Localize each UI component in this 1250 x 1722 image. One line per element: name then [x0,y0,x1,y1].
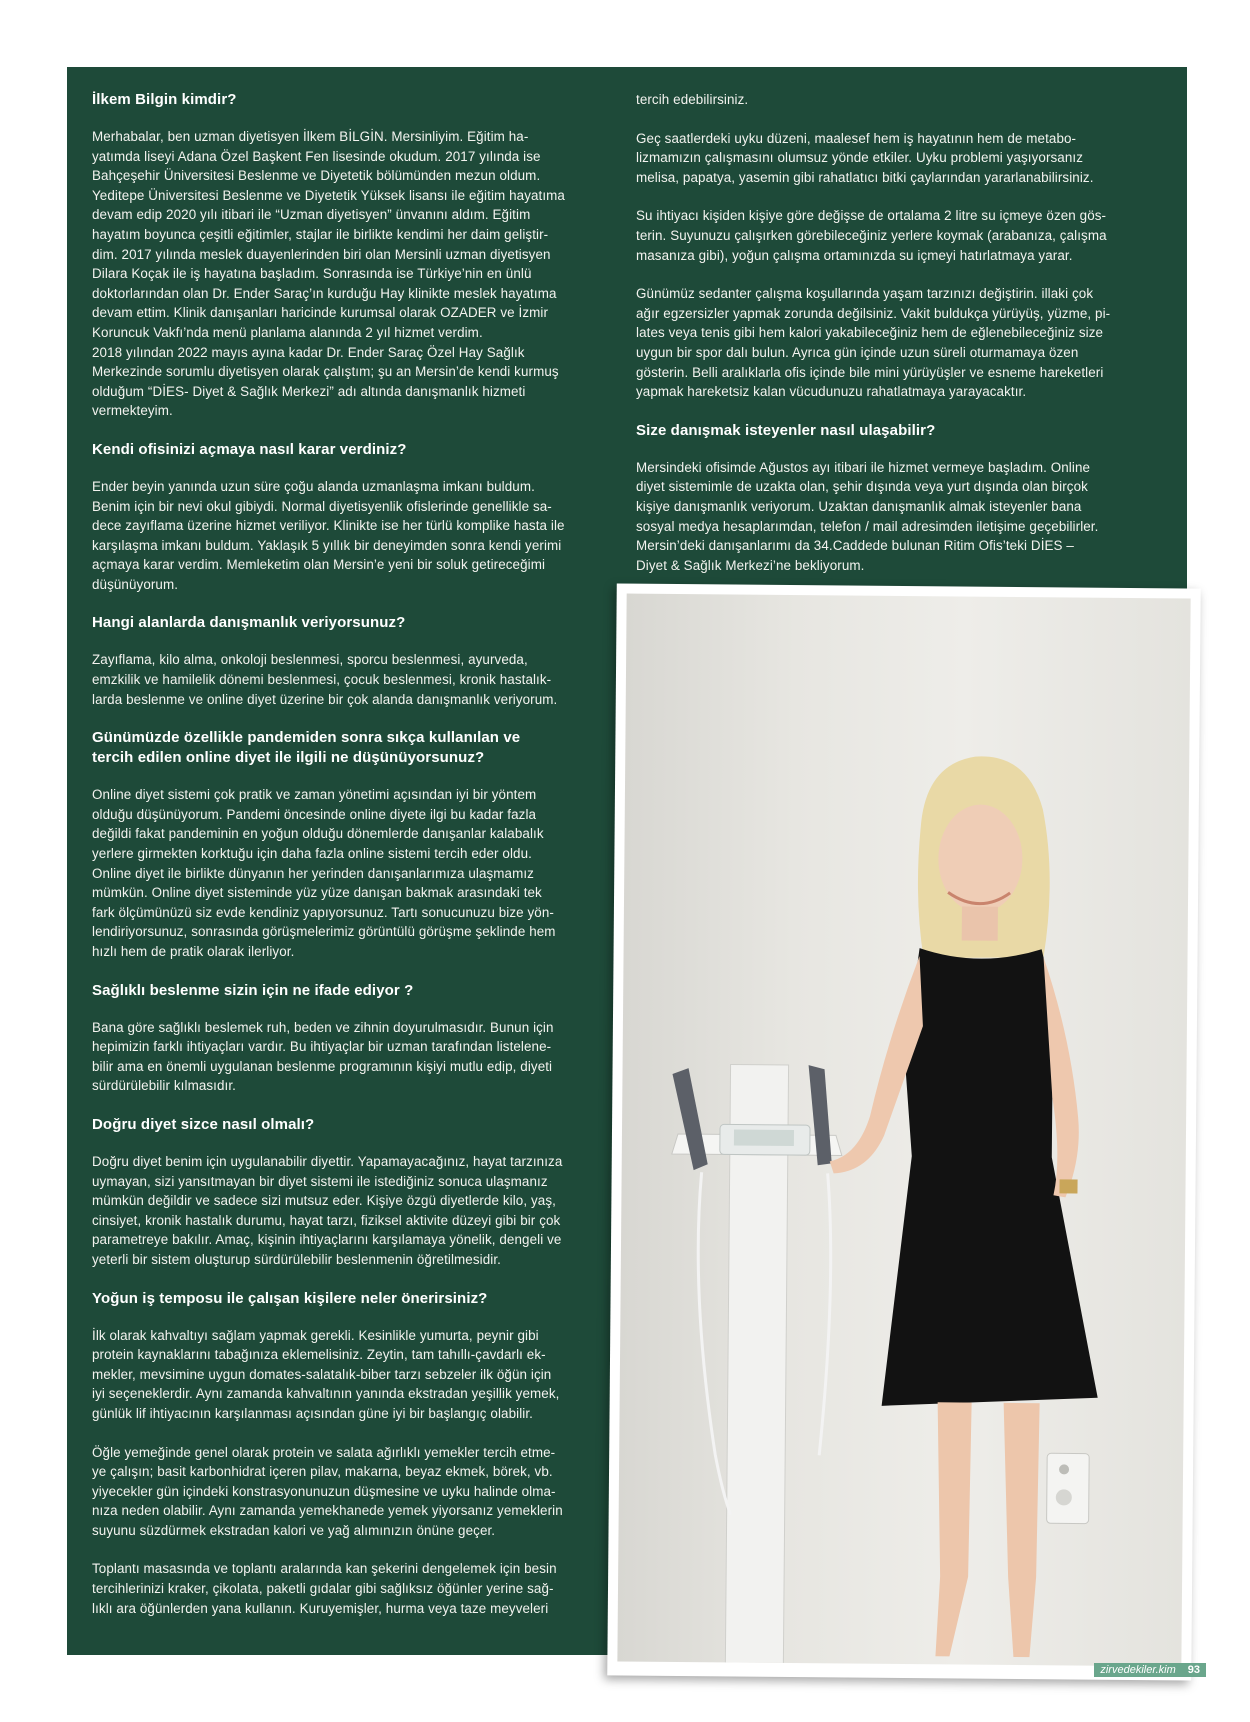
right-column [636,90,1166,594]
paragraph: Bana göre sağlıklı beslemek ruh, beden ve zihnin doyurulmasıdır. Bunun için hepimizin farklı ihtiyaçları vardır. Bu ihtiyaçlar bir uzman tarafından listelene- bilir ama en önemli uygulanan beslenme programının kişiyi mutlu edip, diyeti sürdürülebilir kılmasıdır. [92,1019,554,1094]
portrait-photo [617,594,1190,1667]
paragraph: Merhabalar, ben uzman diyetisyen İlkem BİLGİN. Mersinliyim. Eğitim ha- yatımda liseyi Adana Özel Başkent Fen lisesinde okudum. 2017 yılında ise Bahçeşehir Üniversitesi Beslenme ve Diyetetik bölümünden mezun oldum. Yeditepe Üniversitesi Beslenme ve Diyetetik Yüksek lisansı ile eğitim hayatıma devam edip 2020 yılı itibari ile “Uzman diyetisyen” ünvanını aldım. Eğitim hayatım boyunca çeşitli eğitimler, stajlar ile birlikte kendimi her daim geliştir- dim. 2017 yılında meslek duayenlerinden biri olan Mersinli uzman diyetisyen Dilara Koçak ile iş hayatına başladım. Sonrasında ise Türkiye’nin en ünlü doktorlarından olan Dr. Ender Saraç’ın kurduğu Hay klinikte meslek hayatıma devam ettim. Klinik danışanları haricinde kurumsal olarak OZADER ve İzmir Koruncuk Vakfı’nda menü planlama alanında 2 yıl hizmet verdim. 2018 yılından 2022 mayıs ayına kadar Dr. Ender Saraç Özel Hay Sağlık Merkezinde sorumlu diyetisyen olarak çalıştım; şu an Mersin’de kendi kurmuş olduğum “DİES- Diyet & Sağlık Merkezi” adı altında danışmanlık hizmeti vermekteyim. [92,129,565,419]
question-heading: İlkem Bilgin kimdir? [92,91,237,108]
page-number: 93 [1182,1663,1206,1677]
paragraph: Günümüz sedanter çalışma koşullarında yaşam tarzınızı değiştirin. illaki çok ağır egzersizler yapmak zorunda değilsiniz. Vakit buldukça yürüyüş, yüzme, pi- lates veya tenis gibi hem kalori yakabileceğiniz hem de eğlenebileceğiniz size uygun bir spor dalı bulun. Ayrıca gün içinde uzun süreli oturmamaya özen gösterin. Belli aralıklarla ofis içinde bile mini yürüyüşler ve esneme hareketleri yapmak hareketsiz kalan vücudunuzu rahatlatmaya yarayacaktır. [636,286,1111,400]
paragraph: Mersindeki ofisimde Ağustos ayı itibari ile hizmet vermeye başladım. Online diyet sistemimle de uzakta olan, şehir dışında veya yurt dışında olan birçok kişiye danışmanlık veriyorum. Uzaktan danışmanlık almak isteyenler bana sosyal medya hesaplarımdan, telefon / mail adresimden iletişime geçebilirler. Mersin’deki danışanlarımı da 34.Caddede bulunan Ritim Ofis’teki DİES – Diyet & Sağlık Merkezi’ne bekliyorum. [636,459,1099,573]
paragraph: Ender beyin yanında uzun süre çoğu alanda uzmanlaşma imkanı buldum. Benim için bir nevi okul gibiydi. Normal diyetisyenlik ofislerinde genellikle sa- dece zayıflama üzerine hizmet veriliyor. Klinikte ise her türlü komplike hasta ile karşılaşma imkanı buldum. Yaklaşık 5 yıllık bir deneyimden sonra kendi yerimi açmaya karar verdim. Memleketim olan Mersin’e yeni bir soluk getireceğimi düşünüyorum. [92,478,565,592]
paragraph: Öğle yemeğinde genel olarak protein ve salata ağırlıklı yemekler tercih etme- ye çalışın; basit karbonhidrat içeren pilav, makarna, beyaz ekmek, börek, vb. yiyecekler gün içindeki konstrasyonunuzun düşmesine ve uyku halinde olma- nıza neden olabilir. Aynı zamanda yemekhanede yemek yiyorsanız yemeklerin suyunu süzdürmek ekstradan kalori ve yağ alımınızın önüne geçer. [92,1444,563,1538]
footer-site: zirvedekiler.kim [1094,1663,1181,1677]
paragraph: Zayıflama, kilo alma, onkoloji beslenmesi, sporcu beslenmesi, ayurveda, emzkilik ve hamilelik dönemi beslenmesi, çocuk beslenmesi, kronik hastalık- larda beslenme ve online diyet üzerine bir çok alanda danışmanlık veriyorum. [92,652,558,707]
paragraph: Toplantı masasında ve toplantı aralarında kan şekerini dengelemek için besin tercihlerinizi kraker, çikolata, paketli gıdalar gibi sağlıksız öğünler yerine sağ- lıklı ara öğünlerden yana kullanın. Kuruyemişler, hurma veya taze meyveleri [92,1561,557,1616]
question-heading: Doğru diyet sizce nasıl olmalı? [92,1115,315,1133]
question-heading: Size danışmak isteyenler nasıl ulaşabilir? [636,421,936,439]
paragraph: İlk olarak kahvaltıyı sağlam yapmak gerekli. Kesinlikle yumurta, peynir gibi protein kaynaklarını tabağınıza eklemelisiniz. Zeytin, tam tahıllı-çavdarlı ek- mekler, mevsimine uygun domates-salatalık-biber tarzı sebzeler ilk öğün için iyi seçeneklerdir. Aynı zamanda kahvaltının yanında ekstradan yeşillik yemek, günlük lif ihtiyacının karşılanması açısından güne iyi bir başlangıç olabilir. [92,1327,560,1421]
question-heading: Sağlıklı beslenme sizin için ne ifade ediyor ? [92,981,414,999]
paragraph: Online diyet sistemi çok pratik ve zaman yönetimi açısından iyi bir yöntem olduğu düşünüyorum. Pandemi öncesinde online diyete ilgi bu kadar fazla değildi fakat pandeminin en yoğun olduğu dönemlerde danışanlar kalabalık yerlere girmekten korktuğu için daha fazla online sistemi tercih eder oldu. Online diyet ile birlikte dünyanın her yerinden danışanlarımıza ulaşmamız mümkün. Online diyet sisteminde yüz yüze danışan bakmak arasındaki tek fark ölçümünüzü siz evde kendiniz yapıyorsunuz. Tartı sonucunuzu bize yön- lendiriyorsunuz, sonrasında görüşmelerimiz görüntülü görüşme şeklinde hem hızlı hem de pratik olarak ilerliyor. [92,787,556,959]
question-heading: Kendi ofisinizi açmaya nasıl karar verdiniz? [92,440,407,458]
dietitian-portrait-illustration [617,594,1190,1667]
page-footer [1094,1660,1206,1680]
left-column [92,90,612,1637]
question-heading: Hangi alanlarda danışmanlık veriyorsunuz? [92,614,406,632]
paragraph: Doğru diyet benim için uygulanabilir diyettir. Yapamayacağınız, hayat tarzınıza uymayan, sizi yansıtmayan bir diyet sistemi ile istediğiniz sonuca ulaşmanız mümkün değildir ve sadece sizi mutsuz eder. Kişiye özgü diyetlerde kilo, yaş, cinsiyet, kronik hastalık durumu, hayat tarzı, fiziksel aktivite düzeyi gibi bir çok parametreye bakılır. Amaç, kişinin ihtiyaçlarını karşılamaya yönelik, dengeli ve yeterli bir sistem oluşturup sürdürülebilir beslenmenin öğretilmesidir. [92,1153,563,1267]
paragraph: Su ihtiyacı kişiden kişiye göre değişse de ortalama 2 litre su içmeye özen gös- terin. Suyunuzu çalışırken görebileceğiniz yerlere koymak (arabanıza, çalışma masanıza gibi), yoğun çalışma ortamınızda su içmeyi hatırlatmaya yarar. [636,208,1107,263]
paragraph: tercih edebilirsiniz. [636,92,749,107]
question-heading: Günümüzde özellikle pandemiden sonra sıkça kullanılan ve tercih edilen online diyet ile ilgili ne düşünüyorsunuz? [92,729,521,767]
question-heading: Yoğun iş temposu ile çalışan kişilere neler önerirsiniz? [92,1289,488,1307]
portrait-photo-frame [607,583,1201,1680]
paragraph: Geç saatlerdeki uyku düzeni, maalesef hem iş hayatının hem de metabo- lizmamızın çalışmasını olumsuz yönde etkiler. Uyku problemi yaşıyorsanız melisa, papatya, yasemin gibi rahatlatıcı bitki çaylarından yararlanabilirsiniz. [636,130,1094,185]
